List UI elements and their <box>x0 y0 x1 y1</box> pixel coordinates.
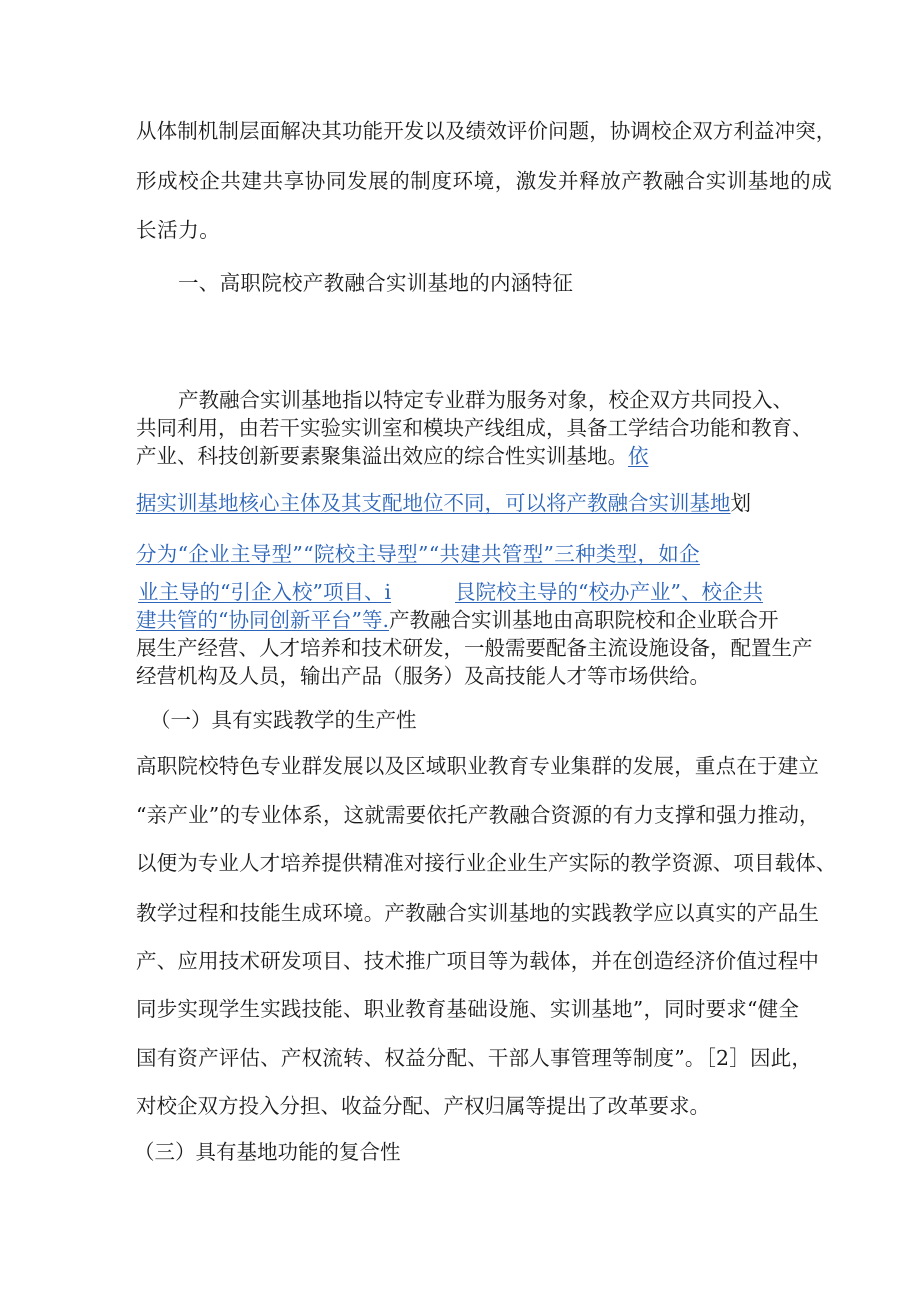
paragraph-line: 以便为专业人才培养提供精准对接行业企业生产实际的教学资源、项目载体、 <box>136 851 837 875</box>
paragraph-line <box>136 606 778 634</box>
reference-link[interactable]: 建共管的“协同创新平台”等. <box>136 608 389 632</box>
paragraph-line: 国有资产评估、产权流转、权益分配、干部人事管理等制度”。［2］因此， <box>136 1046 813 1070</box>
paragraph-text: 产业、科技创新要素聚集溢出效应的综合性实训基地。 <box>136 444 628 468</box>
reference-link[interactable]: 据实训基地核心主体及其支配地位不同，可以将产教融合实训基地 <box>136 491 731 515</box>
section-heading: 一、高职院校产教融合实训基地的内涵特征 <box>178 271 574 295</box>
paragraph-text: 产教融合实训基地由高职院校和企业联合开 <box>388 608 779 632</box>
paragraph-line: 从体制机制层面解决其功能开发以及绩效评价问题，协调校企双方利益冲突， <box>136 119 837 143</box>
paragraph-line: 长活力。 <box>136 218 221 242</box>
paragraph-line: 教学过程和技能生成环境。产教融合实训基地的实践教学应以真实的产品生 <box>136 901 820 925</box>
paragraph-line: 展生产经营、人才培养和技术研发，一般需要配备主流设施设备，配置生产 <box>136 636 813 660</box>
paragraph-line: 对校企双方投入分担、收益分配、产权归属等提出了改革要求。 <box>136 1094 710 1118</box>
paragraph-line <box>136 442 649 470</box>
paragraph-text: 划 <box>730 491 751 515</box>
paragraph-line <box>136 489 751 517</box>
paragraph-line <box>455 578 763 606</box>
reference-link[interactable]: 艮院校主导的“校办产业”、校企共 <box>455 580 763 604</box>
reference-link[interactable]: 依 <box>628 444 649 468</box>
reference-link[interactable]: 业主导的“引企入校”项目、i <box>138 580 392 604</box>
paragraph-line: 高职院校特色专业群发展以及区域职业教育专业集群的发展，重点在于建立 <box>136 754 820 778</box>
subsection-heading: （一）具有实践教学的生产性 <box>150 708 417 732</box>
subsection-heading: （三）具有基地功能的复合性 <box>134 1140 401 1164</box>
paragraph-line: “亲产业”的专业体系，这就需要依托产教融合资源的有力支撑和强力推动， <box>136 803 820 827</box>
paragraph-line: 经营机构及人员，输出产品（服务）及高技能人才等市场供给。 <box>136 664 710 688</box>
paragraph-line <box>136 540 700 568</box>
paragraph-line: 共同利用，由若干实验实训室和模块产线组成，具备工学结合功能和教育、 <box>136 416 813 440</box>
reference-link[interactable]: 分为“企业主导型”“院校主导型”“共建共管型”三种类型，如企 <box>136 542 700 566</box>
paragraph-line: 同步实现学生实践技能、职业教育基础设施、实训基地”，同时要求“健全 <box>136 997 800 1021</box>
paragraph-line: 产、应用技术研发项目、技术推广项目等为载体，并在创造经济价值过程中 <box>136 949 820 973</box>
paragraph-line: 形成校企共建共享协同发展的制度环境，激发并释放产教融合实训基地的成 <box>136 169 833 193</box>
paragraph-line: 产教融合实训基地指以特定专业群为服务对象，校企双方共同投入、 <box>178 388 793 412</box>
paragraph-line <box>138 578 391 606</box>
